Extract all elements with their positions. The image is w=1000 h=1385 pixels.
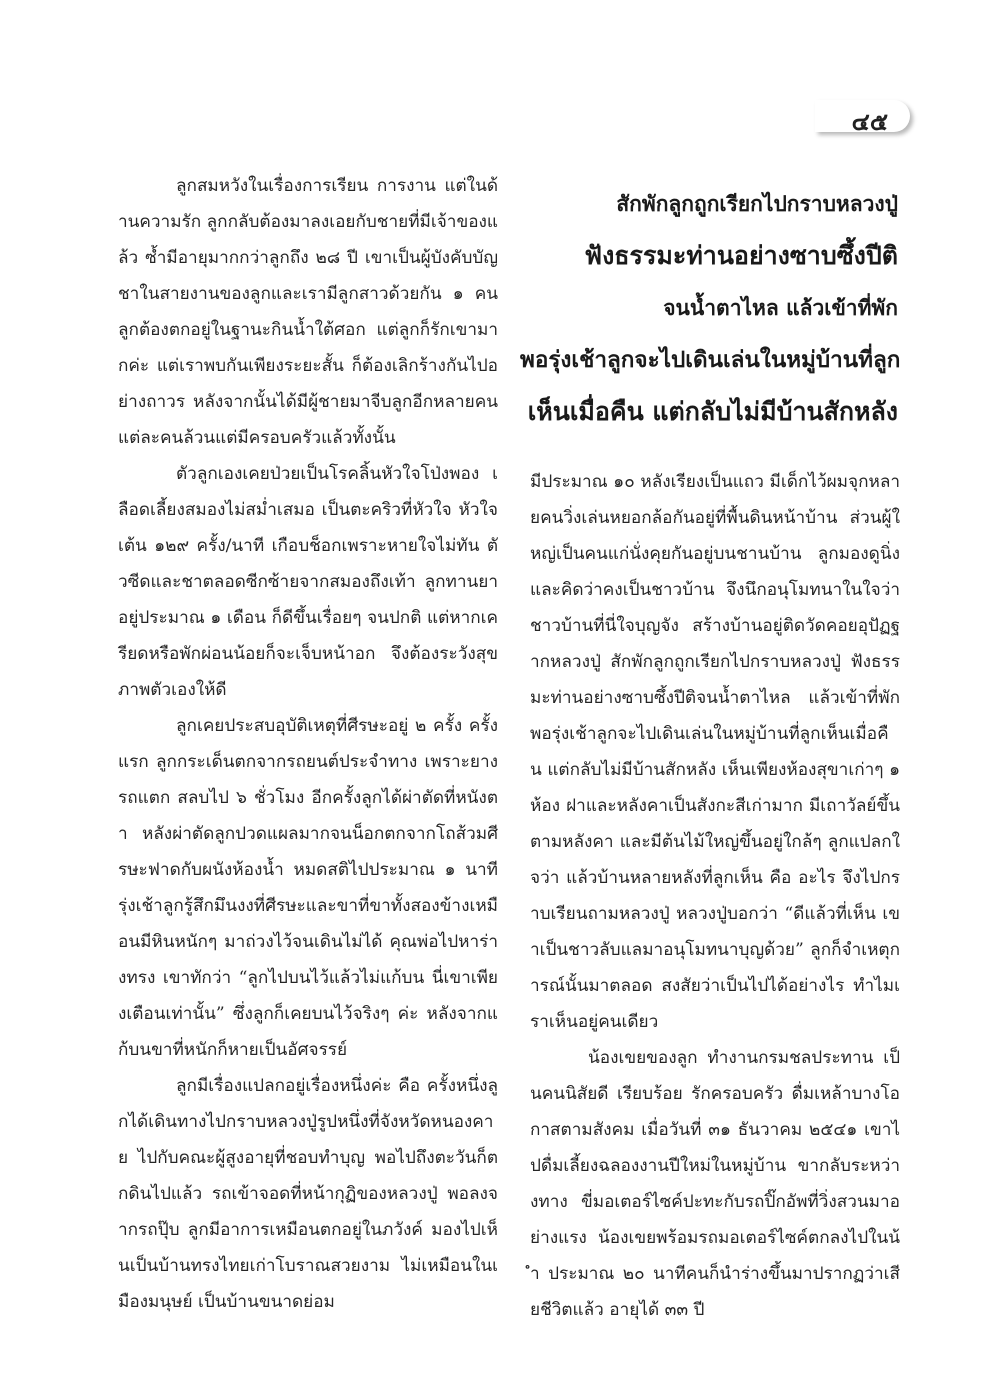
paragraph-brother-in-law: น้องเขยของลูก ทำงานกรมชลประทาน เป็นคนนิสัยดี เรียบร้อย รักครอบครัว ดื่มเหล้าบางโอกาสตามสังคม เมื่อวันที่ ๓๑ ธันวาคม ๒๕๔๑ เขาไปดื่มเลี้ยงฉลองงานปีใหม่ในหมู่บ้าน ขากลับระหว่างทาง ขี่มอเตอร์ไซค์ปะทะกับรถปิ๊กอัพที่วิ่งสวนมาอย่างแรง น้องเขยพร้อมรถมอเตอร์ไซค์ตกลงไปในน้ำ ประมาณ ๒๐ นาทีคนก็นำร่างขึ้นมาปรากฏว่าเสียชีวิตแล้ว อายุได้ ๓๓ ปี	[530, 1048, 900, 1320]
right-column	[530, 464, 900, 1328]
pull-quote-line-5: เห็นเมื่อคืน แต่กลับไม่มีบ้านสักหลัง	[527, 397, 898, 426]
pull-quote	[520, 178, 901, 438]
pull-quote-line-4: พอรุ่งเช้าลูกจะไปเดินเล่นในหมู่บ้านที่ลูก	[520, 347, 901, 373]
paragraph-love: ลูกสมหวังในเรื่องการเรียน การงาน แต่ในด้านความรัก ลูกกลับต้องมาลงเอยกับชายที่มีเจ้าของแล้ว ซ้ำมีอายุมากกว่าลูกถึง ๒๘ ปี เขาเป็นผู้บังคับบัญชาในสายงานของลูกและเรามีลูกสาวด้วยกัน ๑ คน ลูกต้องตกอยู่ในฐานะกินน้ำใต้ศอก แต่ลูกก็รักเขามากค่ะ แต่เราพบกันเพียงระยะสั้น ก็ต้องเลิกร้างกันไปอย่างถาวร หลังจากนั้นได้มีผู้ชายมาจีบลูกอีกหลายคน แต่ละคนล้วนแต่มีครอบครัวแล้วทั้งนั้น	[118, 176, 498, 448]
page-number-tab	[815, 100, 910, 136]
pull-quote-line-2: ฟังธรรมะท่านอย่างซาบซึ้งปีติ	[584, 241, 898, 270]
pull-quote-line-1: สักพักลูกถูกเรียกไปกราบหลวงปู่	[616, 192, 898, 216]
paragraph-hidden-village: มีประมาณ ๑๐ หลังเรียงเป็นแถว มีเด็กไว้ผมจุกหลายคนวิ่งเล่นหยอกล้อกันอยู่ที่พื้นดินหน้าบ้าน ส่วนผู้ใหญ่เป็นคนแก่นั่งคุยกันอยู่บนชานบ้าน ลูกมองดูนิ่ง และคิดว่าคงเป็นชาวบ้าน จึงนึกอนุโมทนาในใจว่า ชาวบ้านที่นี่ใจบุญจัง สร้างบ้านอยู่ติดวัดคอยอุปัฏฐากหลวงปู่ สักพักลูกถูกเรียกไปกราบหลวงปู่ ฟังธรรมะท่านอย่างซาบซึ้งปีติจนน้ำตาไหล แล้วเข้าที่พัก พอรุ่งเช้าลูกจะไปเดินเล่นในหมู่บ้านที่ลูกเห็นเมื่อคืน แต่กลับไม่มีบ้านสักหลัง เห็นเพียงห้องสุขาเก่าๆ ๑ ห้อง ฝาและหลังคาเป็นสังกะสีเก่ามาก มีเถาวัลย์ขึ้นตามหลังคา และมีต้นไม้ใหญ่ขึ้นอยู่ใกล้ๆ ลูกแปลกใจว่า แล้วบ้านหลายหลังที่ลูกเห็น คือ อะไร จึงไปกราบเรียนถามหลวงปู่ หลวงปู่บอกว่า “ดีแล้วที่เห็น เขาเป็นชาวลับแลมาอนุโมทนาบุญด้วย” ลูกก็จำเหตุการณ์นั้นมาตลอด สงสัยว่าเป็นไปได้อย่างไร ทำไมเราเห็นอยู่คนเดียว	[530, 472, 900, 1032]
paragraph-heart-illness: ตัวลูกเองเคยป่วยเป็นโรคลิ้นหัวใจโป่งพอง เลือดเลี้ยงสมองไม่สม่ำเสมอ เป็นตะคริวที่หัวใจ หัวใจเต้น ๑๒๙ ครั้ง/นาที เกือบช็อกเพราะหายใจไม่ทัน ตัวซีดและชาตลอดซีกซ้ายจากสมองถึงเท้า ลูกทานยาอยู่ประมาณ ๑ เดือน ก็ดีขึ้นเรื่อยๆ จนปกติ แต่หากเครียดหรือพักผ่อนน้อยก็จะเจ็บหน้าอก จึงต้องระวังสุขภาพตัวเองให้ดี	[118, 464, 498, 700]
left-column	[118, 168, 498, 1320]
paragraph-strange-story: ลูกมีเรื่องแปลกอยู่เรื่องหนึ่งค่ะ คือ ครั้งหนึ่งลูกได้เดินทางไปกราบหลวงปู่รูปหนึ่งที่จังหวัดหนองคาย ไปกับคณะผู้สูงอายุที่ชอบทำบุญ พอไปถึงตะวันก็ตกดินไปแล้ว รถเข้าจอดที่หน้ากุฏิของหลวงปู่ พอลงจากรถปุ๊บ ลูกมีอาการเหมือนตกอยู่ในภวังค์ มองไปเห็นเป็นบ้านทรงไทยเก่าโบราณสวยงาม ไม่เหมือนในเมืองมนุษย์ เป็นบ้านขนาดย่อม	[118, 1076, 498, 1312]
paragraph-head-accidents: ลูกเคยประสบอุบัติเหตุที่ศีรษะอยู่ ๒ ครั้ง ครั้งแรก ลูกกระเด็นตกจากรถยนต์ประจำทาง เพราะยางรถแตก สลบไป ๖ ชั่วโมง อีกครั้งลูกได้ผ่าตัดที่หนังตา หลังผ่าตัดลูกปวดแผลมากจนน็อกตกจากโถส้วมศีรษะฟาดกับผนังห้องน้ำ หมดสติไปประมาณ ๑ นาที รุ่งเช้าลูกรู้สึกมึนงงที่ศีรษะและขาที่ขาทั้งสองข้างเหมือนมีหินหนักๆ มาถ่วงไว้จนเดินไม่ได้ คุณพ่อไปหาร่างทรง เขาทักว่า “ลูกไปบนไว้แล้วไม่แก้บน นี่เขาเพียงเตือนเท่านั้น” ซึ่งลูกก็เคยบนไว้จริงๆ ค่ะ หลังจากแก้บนขาที่หนักก็หายเป็นอัศจรรย์	[118, 716, 499, 1060]
pull-quote-line-3: จนน้ำตาไหล แล้วเข้าที่พัก	[663, 296, 898, 320]
page-number: ๔๕	[851, 108, 888, 136]
